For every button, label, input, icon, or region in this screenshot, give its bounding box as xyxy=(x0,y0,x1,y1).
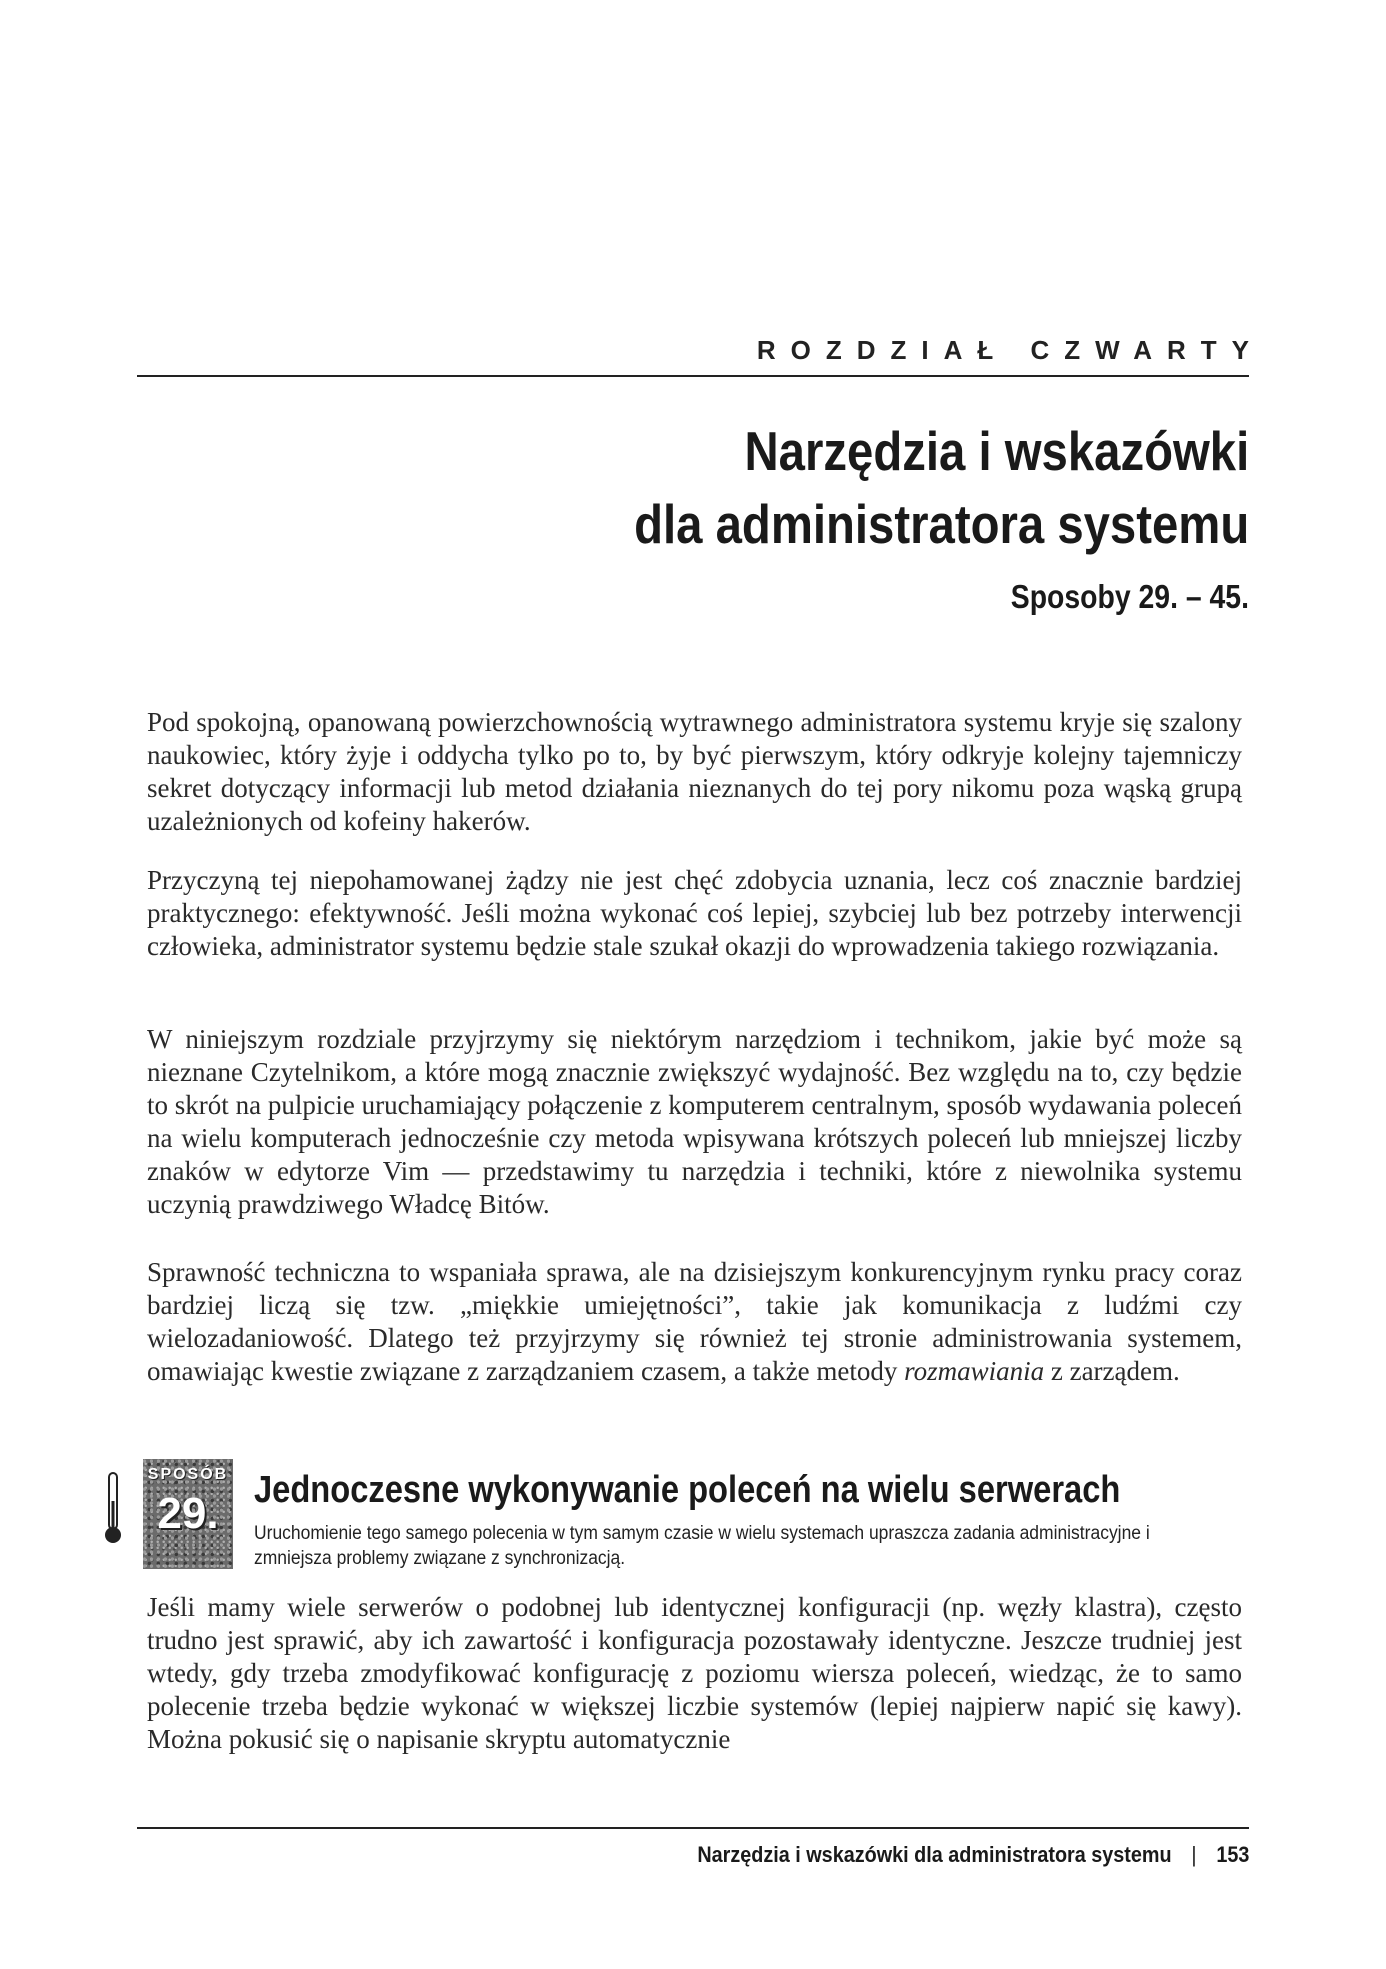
section-paragraph-1: Jeśli mamy wiele serwerów o podobnej lub identycznej konfiguracji (np. węzły klastra), często trudno jest sprawić, aby ich zawartość i konfiguracja pozostawały identyczne. Jeszcze trudniej jest wtedy, gdy trzeba zmodyfikować konfigurację z poziomu wiersza poleceń, wiedząc, że to samo polecenie trzeba będzie wykonać w większej liczbie systemów (lepiej najpierw napić się kawy). Można pokusić się o napisanie skryptu automatycznie xyxy=(147,1592,1242,1754)
footer-separator: | xyxy=(1191,1842,1197,1867)
intro-paragraph-1: Pod spokojną, opanowaną powierzchownością wytrawnego administratora systemu kryje się szalony naukowiec, który żyje i oddycha tylko po to, by być pierwszym, który odkryje kolejny tajemniczy sekret dotyczący informacji lub metod działania nieznanych do tej pory nikomu poza wąską grupą uzależnionych od kofeiny hakerów. xyxy=(147,707,1242,836)
chapter-subtitle: Sposoby 29. – 45. xyxy=(1010,578,1249,615)
chapter-label: ROZDZIAŁ CZWARTY xyxy=(756,335,1264,365)
chapter-title xyxy=(634,415,1249,561)
footer-rule xyxy=(137,1827,1249,1829)
chapter-rule xyxy=(137,375,1249,377)
intro-paragraph-4-end: z zarządem. xyxy=(1044,1356,1180,1386)
hack-header xyxy=(103,1459,1249,1569)
hack-badge-label: SPOSÓB xyxy=(147,1466,229,1483)
intro-paragraph-4-emphasis: rozmawiania xyxy=(904,1356,1045,1386)
intro-paragraph-2: Przyczyną tej niepohamowanej żądzy nie jest chęć zdobycia uznania, lecz coś znacznie bardziej praktycznego: efektywność. Jeśli można wykonać coś lepiej, szybciej lub bez potrzeby interwencji człowieka, administrator systemu będzie stale szukał okazji do wprowadzenia takiego rozwiązania. xyxy=(147,865,1242,961)
hack-description: Uruchomienie tego samego polecenia w tym samym czasie w wielu systemach upraszcza zadania administracyjne i zmniejsza problemy związane z synchronizacją. xyxy=(254,1523,1150,1569)
intro-paragraph-4 xyxy=(147,1256,1242,1388)
page-footer xyxy=(697,1842,1249,1868)
hack-badge xyxy=(143,1459,233,1569)
intro-paragraph-4-text: Sprawność techniczna to wspaniała sprawa, ale na dzisiejszym konkurencyjnym rynku pracy coraz bardziej liczą się tzw. „miękkie umiejętności”, takie jak komunikacja z ludźmi czy wielozadaniowość. Dlatego też przyjrzymy się również tej stronie administrowania systemem, omawiając kwestie związane z zarządzaniem czasem, a także metody xyxy=(147,1257,1242,1386)
intro-paragraph-3: W niniejszym rozdziale przyjrzymy się niektórym narzędziom i technikom, jakie być może są nieznane Czytelnikom, a które mogą znacznie zwiększyć wydajność. Bez względu na to, czy będzie to skrót na pulpicie uruchamiający połączenie z komputerem centralnym, sposób wydawania poleceń na wielu komputerach jednocześnie czy metoda wpisywana krótszych poleceń lub mniejszej liczby znaków w edytorze Vim — przedstawimy tu narzędzia i techniki, które z niewolnika systemu uczynią prawdziwego Władcę Bitów. xyxy=(147,1024,1242,1219)
thermometer-icon xyxy=(103,1471,123,1547)
page-number: 153 xyxy=(1215,1842,1249,1867)
hack-title: Jednoczesne wykonywanie poleceń na wielu serwerach xyxy=(254,1469,1121,1511)
hack-badge-number: 29. xyxy=(157,1489,219,1538)
running-title: Narzędzia i wskazówki dla administratora systemu xyxy=(696,1842,1172,1867)
chapter-title-line2: dla administratora systemu xyxy=(633,493,1249,555)
chapter-title-line1: Narzędzia i wskazówki xyxy=(744,420,1249,482)
